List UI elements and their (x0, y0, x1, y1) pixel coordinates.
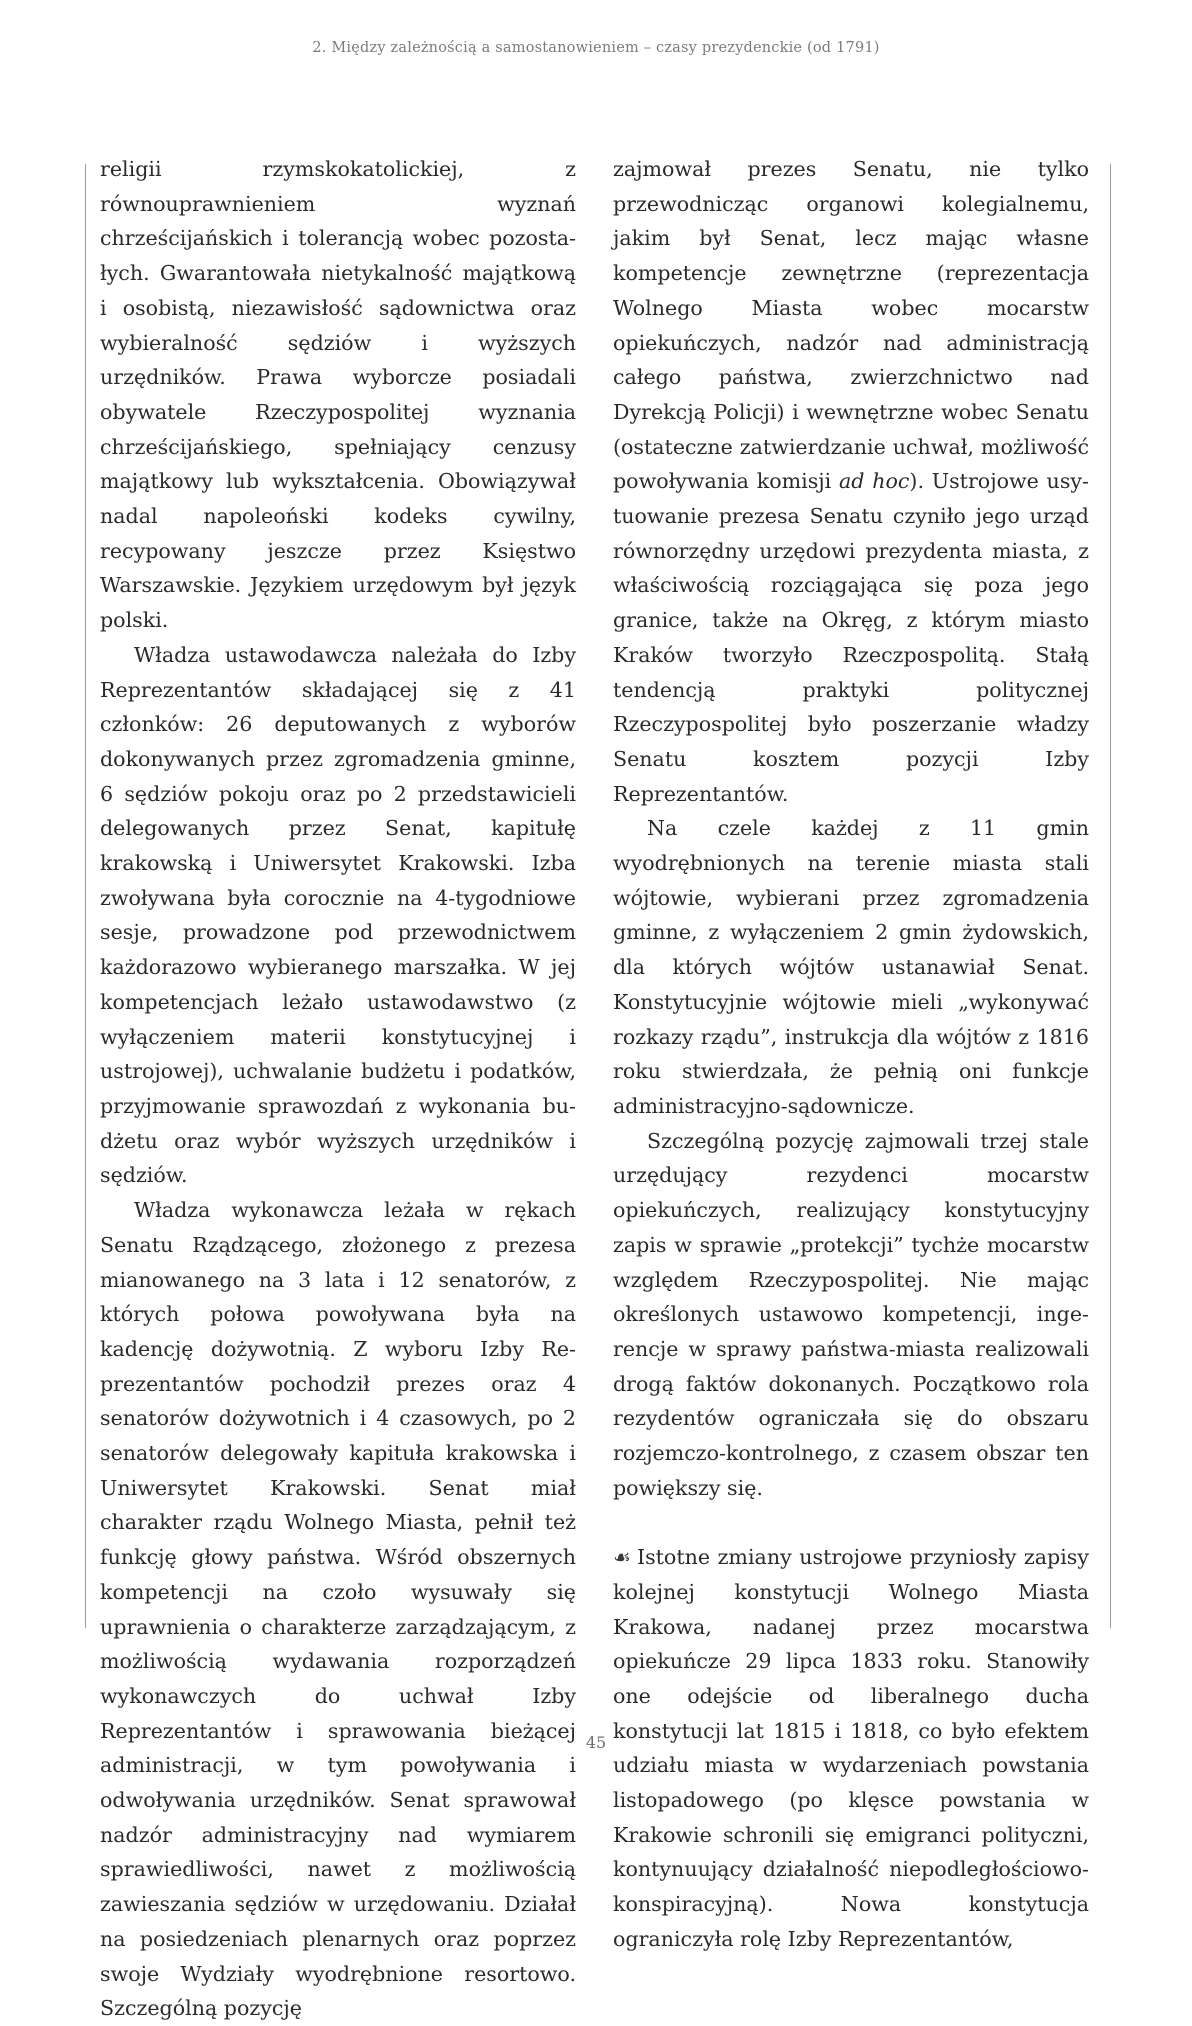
left-margin-rule (85, 164, 86, 1628)
fleuron-icon: ☙ (613, 1545, 631, 1570)
paragraph-text: zajmował prezes Senatu, nie tylko przewodnicząc organowi kolegialnemu, jakim był Senat, lecz mając własne kompetencje zewnętrzne (reprezentacja Wolnego Miasta wobec mocarstw opiekuńczych, nadzór nad administracją całego państwa, zwierzchnictwo nad Dyrekcją Policji) i wewnętrzne wobec Senatu (ostateczne zatwierdzanie uchwał, możliwość powoływania komisji (613, 157, 1089, 494)
body-paragraph: religii rzymskokatolickiej, z równouprawnieniem wyznań chrześcijańskich i tolerancją wobec pozostałych. Gwarantowała nietykalność majątkową i osobistą, niezawisłość sądownictwa oraz wybieralność sędziów i wyższych urzędników. Prawa wyborcze posiadali obywatele Rzeczypospolitej wyznania chrześcijańskiego, spełniający cenzusy majątkowy lub wykształcenia. Obowiązywał nadal napoleoński kodeks cywilny, recypowany jeszcze przez Księstwo Warszawskie. Językiem urzędowym był język polski. (100, 157, 576, 633)
body-paragraph: Szczególną pozycję zajmowali trzej stale urzędujący rezydenci mocarstw opiekuńczych, realizujący konstytucyjny zapis w sprawie „protekcji” tychże mocarstw względem Rzeczypospolitej. Nie mając określonych ustawowo kompetencji, ingerencje w sprawy państwa-miasta realizowali drogą faktów dokonanych. Początkowo rola rezydentów ograniczała się do obszaru rozjemczo-kontrolnego, z czasem obszar ten powiększy się. (613, 1128, 1089, 1500)
page-number: 45 (585, 1733, 607, 1752)
body-paragraph (613, 152, 1089, 811)
right-margin-rule (1110, 164, 1111, 1628)
right-text-column (613, 152, 1089, 1957)
italic-term: ad hoc (839, 469, 910, 494)
paragraph-text: Istotne zmiany ustrojowe przyniosły zapisy kolejnej konstytucji Wolnego Miasta Krakowa, nadanej przez mocarstwa opiekuńcze 29 lipca 1833 roku. Stanowiły one odejście od liberalnego ducha konstytucji lat 1815 i 1818, co było efektem udziału miasta w wydarzeniach powstania listopadowego (po klęsce powstania w Krakowie schronili się emigranci polityczni, kontynuujący działalność niepodległościowo-konspiracyjną). Nowa konstytucja ograniczyła rolę Izby Reprezentantów, (613, 1545, 1089, 1951)
body-paragraph: Na czele każdej z 11 gmin wyodrębnionych na terenie miasta stali wójtowie, wybierani przez zgromadzenia gminne, z wyłączeniem 2 gmin żydowskich, dla których wójtów ustanawiał Senat. Konstytucyjnie wójtowie mieli „wykonywać rozkazy rządu”, instrukcja dla wójtów z 1816 roku stwierdzała, że pełnią oni funkcje administracyjno-sądownicze. (613, 816, 1089, 1118)
paragraph-text: ). Ustrojowe usytuowanie prezesa Senatu czyniło jego urząd równorzędny urzędowi prezydenta miasta, z właściwością rozciągająca się poza jego granice, także na Okręg, z którym miasto Kraków tworzyło Rzeczpospolitą. Stałą tendencją praktyki politycznej Rzeczypospolitej było poszerzanie władzy Senatu kosztem pozycji Izby Reprezentantów. (613, 469, 1089, 806)
body-paragraph: Władza wykonawcza leżała w rękach Senatu Rządzącego, złożonego z prezesa mianowanego na 3 lata i 12 senatorów, z których połowa powoływana była na kadencję dożywotnią. Z wyboru Izby Reprezentantów pochodził prezes oraz 4 senatorów dożywotnich i 4 czasowych, po 2 senatorów delegowały kapituła krakowska i Uniwersytet Krakowski. Senat miał charakter rządu Wolnego Miasta, pełnił też funkcję głowy państwa. Wśród obszernych kompetencji na czoło wysuwały się uprawnienia o charakterze zarządzającym, z możliwością wydawania rozporządzeń wykonawczych do uchwał Izby Reprezentantów i sprawowania bieżącej administracji, w tym powoływania i odwoływania urzędników. Senat sprawował nadzór administracyjny nad wymiarem sprawiedliwości, nawet z możliwością zawieszania sędziów w urzędowaniu. Działał na posiedzeniach plenarnych oraz poprzez swoje Wydziały wyodrębnione resortowo. Szczególną pozycję (100, 1198, 576, 2021)
body-paragraph: Władza ustawodawcza należała do Izby Reprezentantów składającej się z 41 członków: 26 deputowanych z wyborów dokonywanych przez zgromadzenia gminne, 6 sędziów pokoju oraz po 2 przedstawicieli delegowanych przez Senat, kapitułę krakowską i Uniwersytet Krakowski. Izba zwoływana była corocznie na 4-tygodniowe sesje, prowadzone pod przewodnictwem każdorazowo wybieranego marszałka. W jej kompetencjach leżało ustawodawstwo (z wyłączeniem materii konstytucyjnej i ustrojowej), uchwalanie budżetu i podatków, przyjmowanie sprawozdań z wykonania budżetu oraz wybór wyższych urzędników i sędziów. (100, 642, 576, 1188)
running-header: 2. Między zależnością a samostanowieniem – czasy prezydenckie (od 1791) (312, 40, 880, 56)
